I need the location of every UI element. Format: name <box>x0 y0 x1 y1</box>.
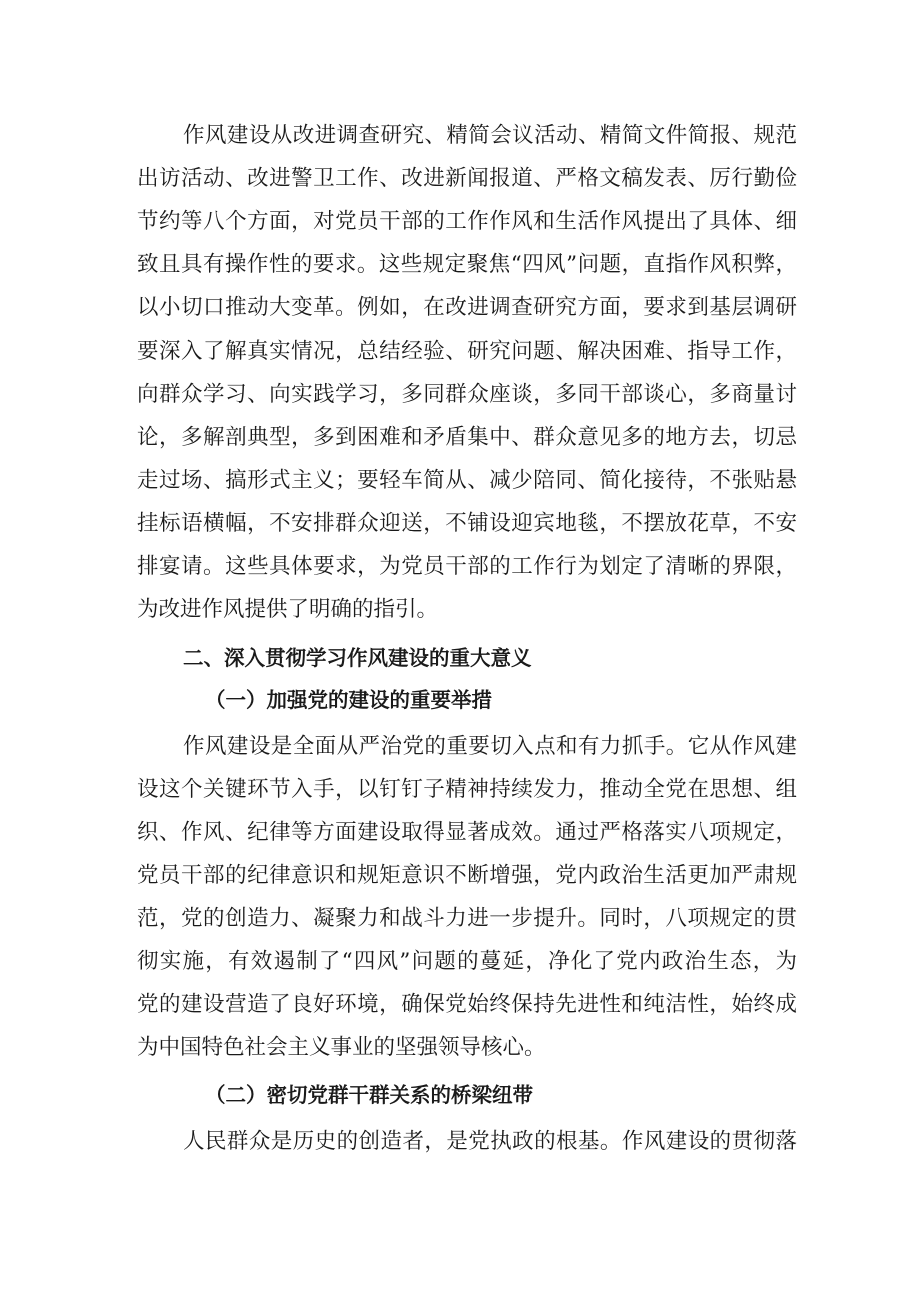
para1-line-9: 走过场、搞形式主义；要轻车简从、减少陪同、简化接待，不张贴悬 <box>137 468 797 493</box>
para2-line-5: 范，党的创造力、凝聚力和战斗力进一步提升。同时，八项规定的贯 <box>137 906 797 931</box>
para2-line-8: 为中国特色社会主义事业的坚强领导核心。 <box>137 1035 546 1060</box>
para1-line-5: 以小切口推动大变革。例如，在改进调查研究方面，要求到基层调研 <box>137 295 797 320</box>
para1-line-11: 排宴请。这些具体要求，为党员干部的工作行为划定了清晰的界限， <box>137 554 797 579</box>
para1-line-4: 致且具有操作性的要求。这些规定聚焦“四风”问题，直指作风积弊， <box>137 252 797 277</box>
para1-line-8: 论，多解剖典型，多到困难和矛盾集中、群众意见多的地方去，切忌 <box>137 425 797 450</box>
para2-line-4: 党员干部的纪律意识和规矩意识不断增强，党内政治生活更加严肃规 <box>137 863 797 888</box>
para1-line-7: 向群众学习、向实践学习，多同群众座谈，多同干部谈心，多商量讨 <box>137 382 797 407</box>
para2-line-6: 彻实施，有效遏制了“四风”问题的蔓延，净化了党内政治生态，为 <box>137 949 797 974</box>
para3-line-1: 人民群众是历史的创造者，是党执政的根基。作风建设的贯彻落 <box>183 1129 797 1154</box>
subsection-heading-2: （二）密切党群干群关系的桥梁纽带 <box>205 1083 533 1107</box>
para2-line-7: 党的建设营造了良好环境，确保党始终保持先进性和纯洁性，始终成 <box>137 992 797 1017</box>
para1-line-10: 挂标语横幅，不安排群众迎送，不铺设迎宾地毯，不摆放花草，不安 <box>137 511 797 536</box>
para2-line-1: 作风建设是全面从严治党的重要切入点和有力抓手。它从作风建 <box>183 734 797 759</box>
para1-line-1: 作风建设从改进调查研究、精简会议活动、精简文件简报、规范 <box>183 123 797 148</box>
subsection-heading-1: （一）加强党的建设的重要举措 <box>205 688 492 712</box>
para2-line-3: 织、作风、纪律等方面建设取得显著成效。通过严格落实八项规定， <box>137 820 797 845</box>
para1-line-6: 要深入了解真实情况，总结经验、研究问题、解决困难、指导工作， <box>137 339 797 364</box>
para2-line-2: 设这个关键环节入手，以钉钉子精神持续发力，推动全党在思想、组 <box>137 777 797 802</box>
section-heading: 二、深入贯彻学习作风建设的重大意义 <box>183 646 532 670</box>
para1-line-3: 节约等八个方面，对党员干部的工作作风和生活作风提出了具体、细 <box>137 209 797 234</box>
para1-line-12: 为改进作风提供了明确的指引。 <box>137 597 439 622</box>
para1-line-2: 出访活动、改进警卫工作、改进新闻报道、严格文稿发表、厉行勤俭 <box>137 166 797 191</box>
